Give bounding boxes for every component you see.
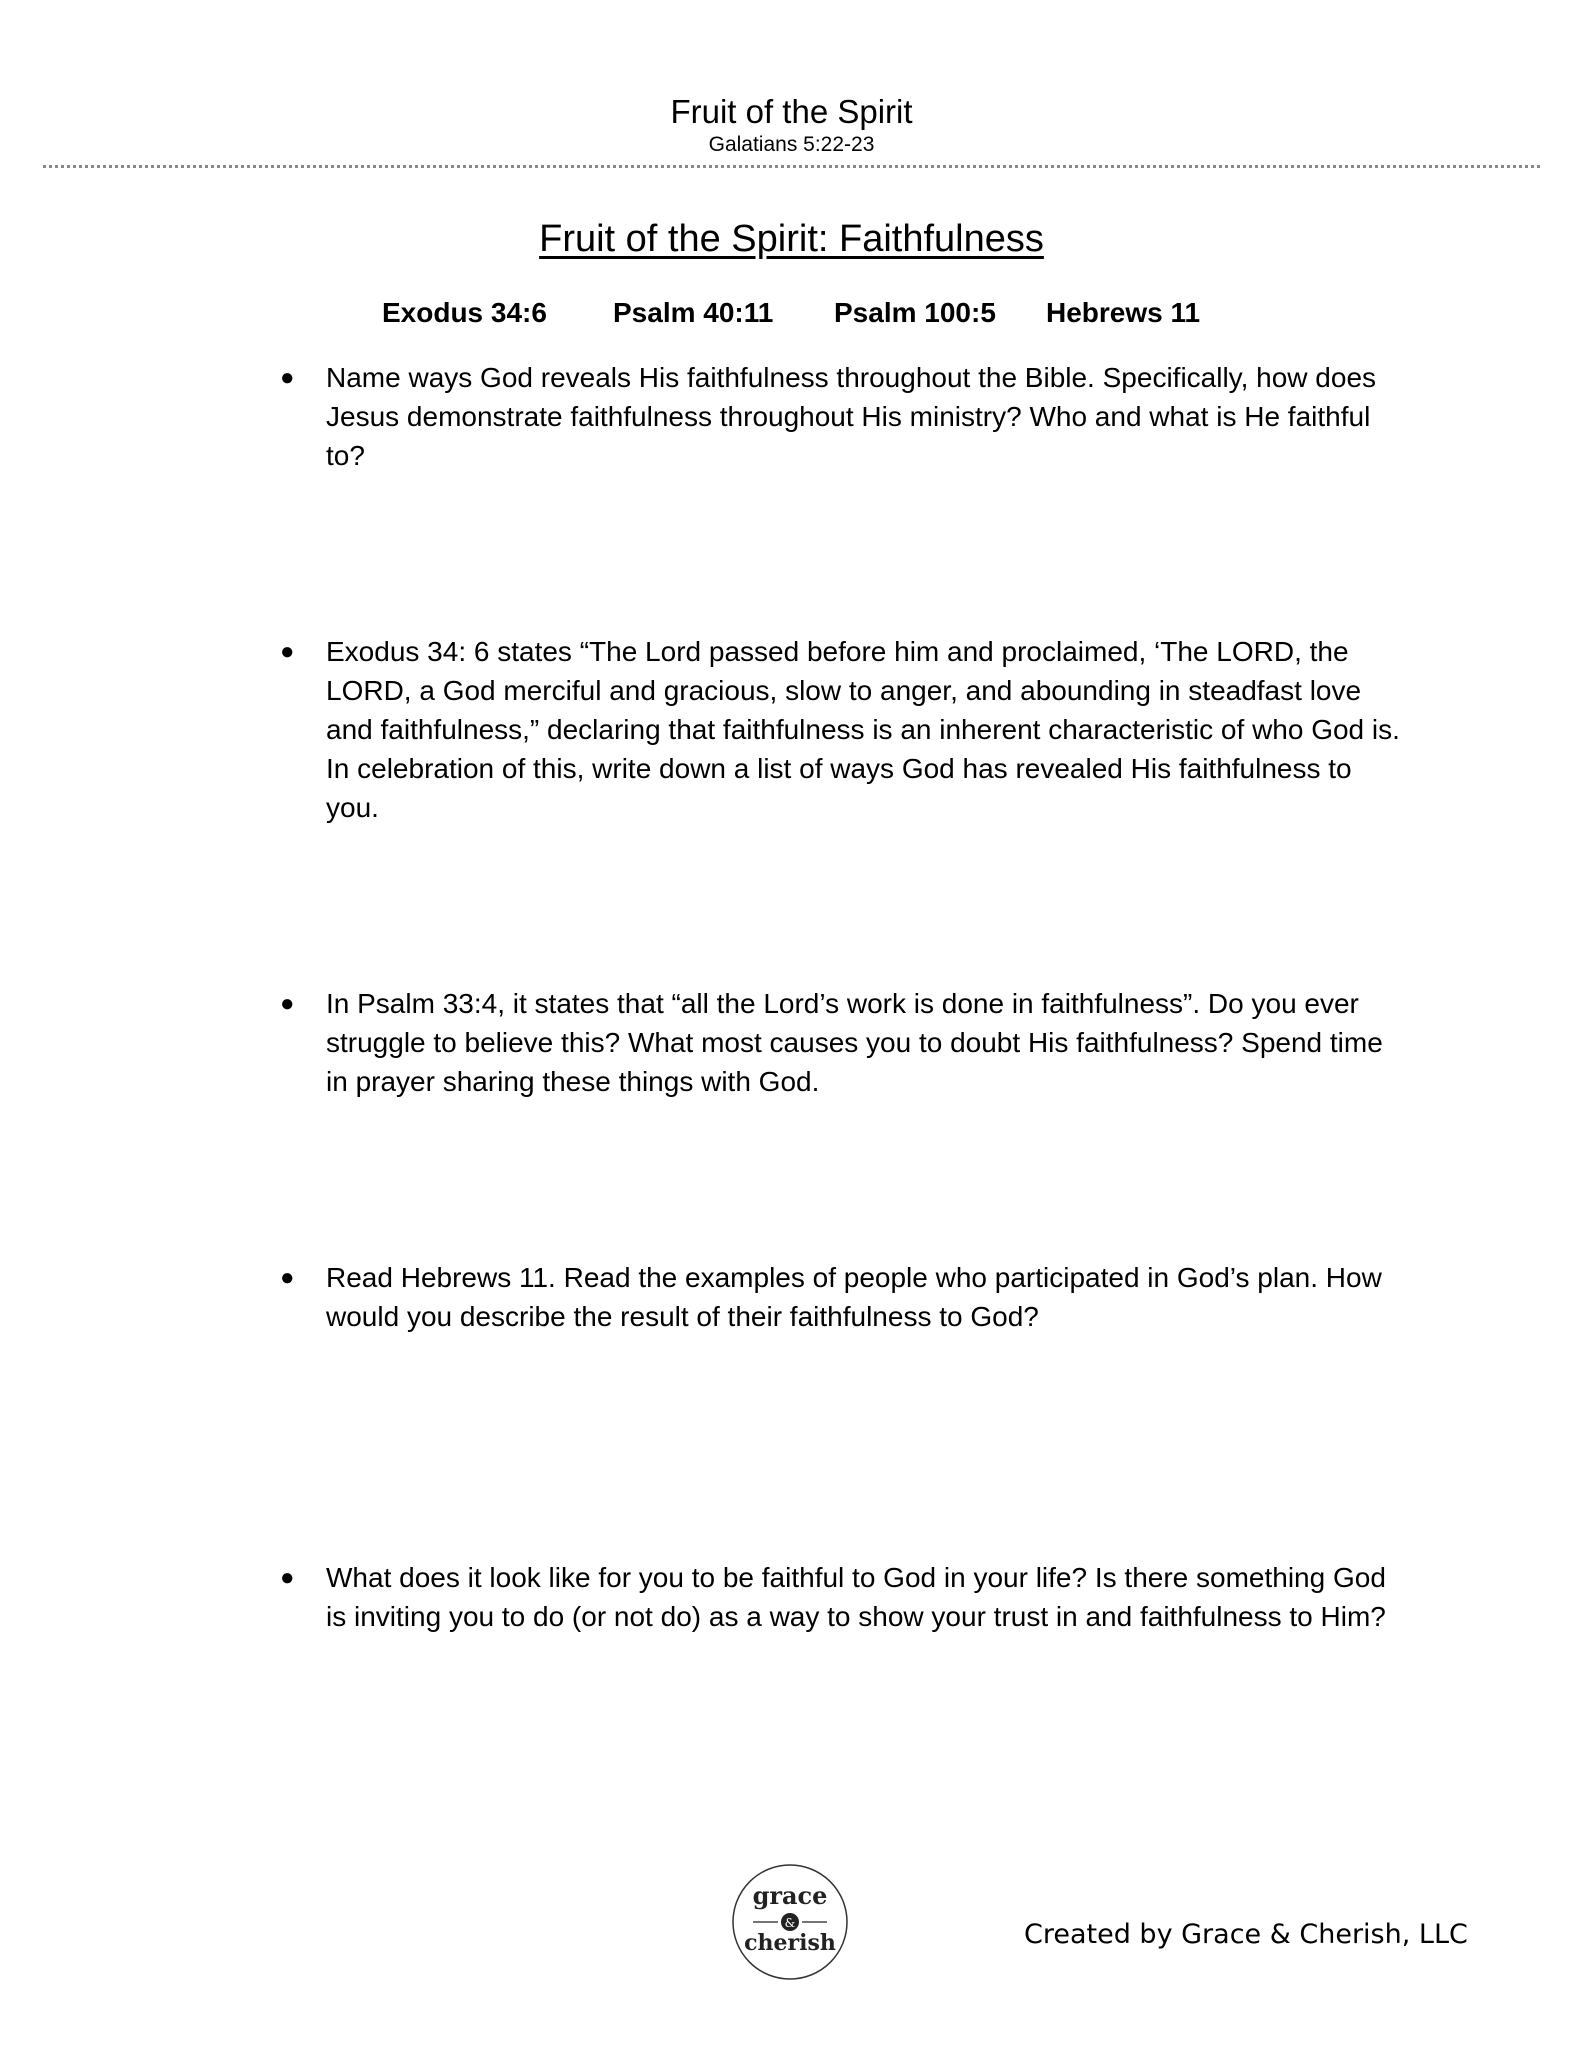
svg-text:grace: grace [752,1881,828,1910]
dotted-divider [43,165,1540,168]
grace-and-cherish-logo [731,1863,849,1981]
question-text: What does it look like for you to be faithful to God in your life? Is there something God is inviting you to do (or not do) as a way to show your trust in and faithfulness to Him? [326,1562,1386,1632]
document-header [0,92,1583,158]
bullet-icon: ● [280,364,295,391]
bullet-icon: ● [280,1564,295,1591]
reference-psalm-100: Psalm 100:5 [834,297,996,328]
reference-hebrews: Hebrews 11 [1046,297,1201,328]
section-title: Fruit of the Spirit: Faithfulness [539,218,1044,260]
svg-text:&: & [784,1916,796,1930]
footer-credit: Created by Grace & Cherish, LLC [1024,1919,1468,1950]
bullet-icon: ● [280,1264,295,1291]
reference-psalm-40: Psalm 40:11 [613,297,774,328]
reference-exodus: Exodus 34:6 [382,297,547,328]
question-text: Read Hebrews 11. Read the examples of people who participated in God’s plan. How would you describe the result of their faithfulness to God? [326,1262,1382,1332]
svg-text:cherish: cherish [744,1930,836,1956]
question-text: Exodus 34: 6 states “The Lord passed before him and proclaimed, ‘The LORD, the LORD, a God merciful and gracious, slow to anger, and abounding in steadfast love and faithfulness,” declaring that faithfulness is an inherent characteristic of who God is. In celebration of this, write down a list of ways God has revealed His faithfulness to you. [326,636,1400,823]
bullet-icon: ● [280,990,295,1017]
header-title: Fruit of the Spirit [670,93,913,130]
question-text: Name ways God reveals His faithfulness throughout the Bible. Specifically, how does Jesus demonstrate faithfulness throughout His ministry? Who and what is He faithful to? [326,362,1377,471]
header-subtitle: Galatians 5:22-23 [708,133,875,156]
bullet-icon: ● [280,638,295,665]
question-text: In Psalm 33:4, it states that “all the Lord’s work is done in faithfulness”. Do you ever struggle to believe this? What most causes you to doubt His faithfulness? Spend time in prayer sharing these things with God. [326,988,1383,1097]
